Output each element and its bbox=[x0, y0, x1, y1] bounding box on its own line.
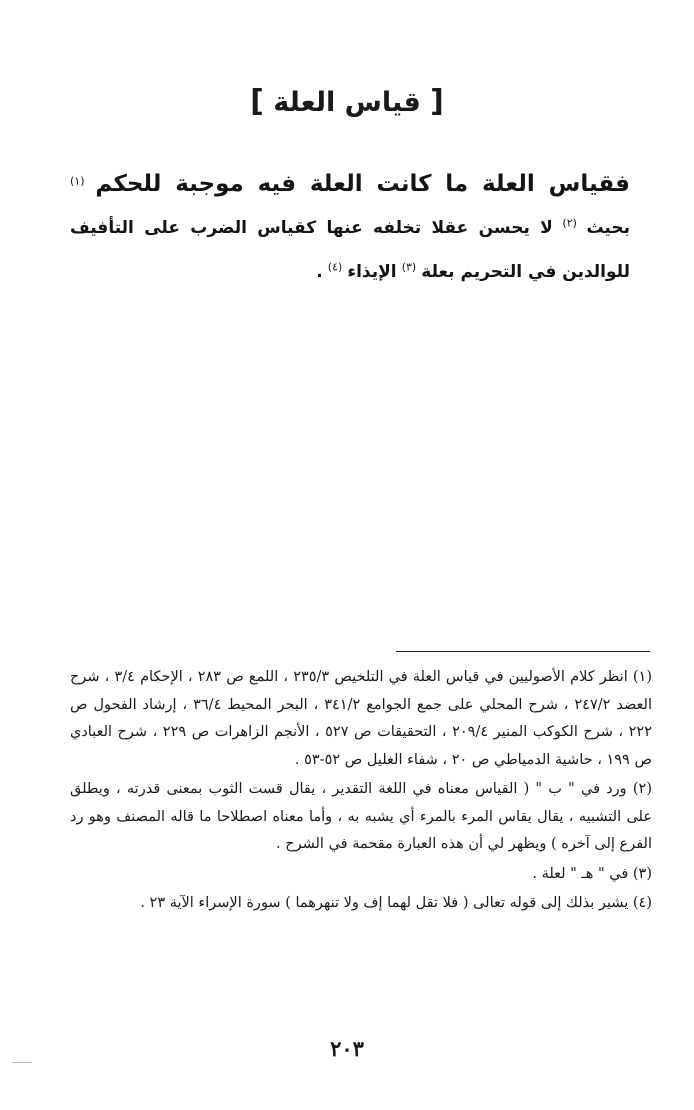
footnote-4: (٤) يشير بذلك إلى قوله تعالى ( فلا تقل لهما إف ولا تنهرهما ) سورة الإسراء الآية ٢٣ . bbox=[140, 895, 652, 911]
footnote-ref-3: (٣) bbox=[401, 260, 417, 274]
body-text-part3: الإيذاء bbox=[347, 262, 397, 282]
main-paragraph bbox=[70, 162, 630, 294]
section-heading bbox=[0, 84, 694, 119]
footnote-2: (٢) ورد في " ب " ( القياس معناه في اللغة التقدير ، يقال قست الثوب بمعنى قدرته ، ويطلق على التشبيه ، يقال يقاس المرء بالمرء أي يشبه به ، وأما معناه اصطلاحا ما قاله المصنف وهو رد الفرع إلى آخره ) ويظهر لي أن هذه العبارة مقحمة في الشرح . bbox=[70, 781, 652, 852]
definition-text: فقياس العلة ما كانت العلة فيه موجبة للحكم bbox=[95, 171, 630, 197]
page-number: ٢٠٣ bbox=[330, 1036, 364, 1061]
scan-mark bbox=[12, 1062, 32, 1063]
footnote-3: (٣) في " هـ " لعلة . bbox=[532, 865, 652, 882]
footnote-ref-2: (٢) bbox=[562, 216, 577, 230]
body-text-end: . bbox=[316, 262, 323, 282]
footnote-separator bbox=[396, 651, 650, 652]
close-bracket: ] bbox=[250, 84, 264, 119]
section-title: قياس العلة bbox=[273, 87, 421, 118]
section-title-box bbox=[250, 84, 444, 119]
footnote-ref-4: (٤) bbox=[327, 260, 343, 274]
footnote-1: (١) انظر كلام الأصوليين في قياس العلة في التلخيص ٢٣٥/٣ ، اللمع ص ٢٨٣ ، الإحكام ٣/٤ ، شرح العضد ٢٤٧/٢ ، شرح المحلي على جمع الجوامع ٣٤١/٢ ، البحر المحيط ٣٦/٤ ، إرشاد الفحول ص ٢٢٢ ، شرح الكوكب المنير ٢٠٩/٤ ، التحقيقات ص ٥٢٧ ، الأنجم الزاهرات ص ٢٢٩ ، شرح العبادي ص ١٩٩ ، حاشية الدمياطي ص ٢٠ ، شفاء الغليل ص ٥٢-٥٣ . bbox=[70, 669, 652, 768]
footnotes bbox=[70, 664, 652, 920]
body-text-part2: لا يحسن عقلا تخلفه عنها كقياس الضرب على التأفيف للوالدين في التحريم بعلة bbox=[70, 218, 630, 282]
body-text-part1: بحيث bbox=[586, 218, 631, 238]
footnote-ref-1: (١) bbox=[70, 174, 85, 188]
open-bracket: [ bbox=[430, 84, 444, 119]
